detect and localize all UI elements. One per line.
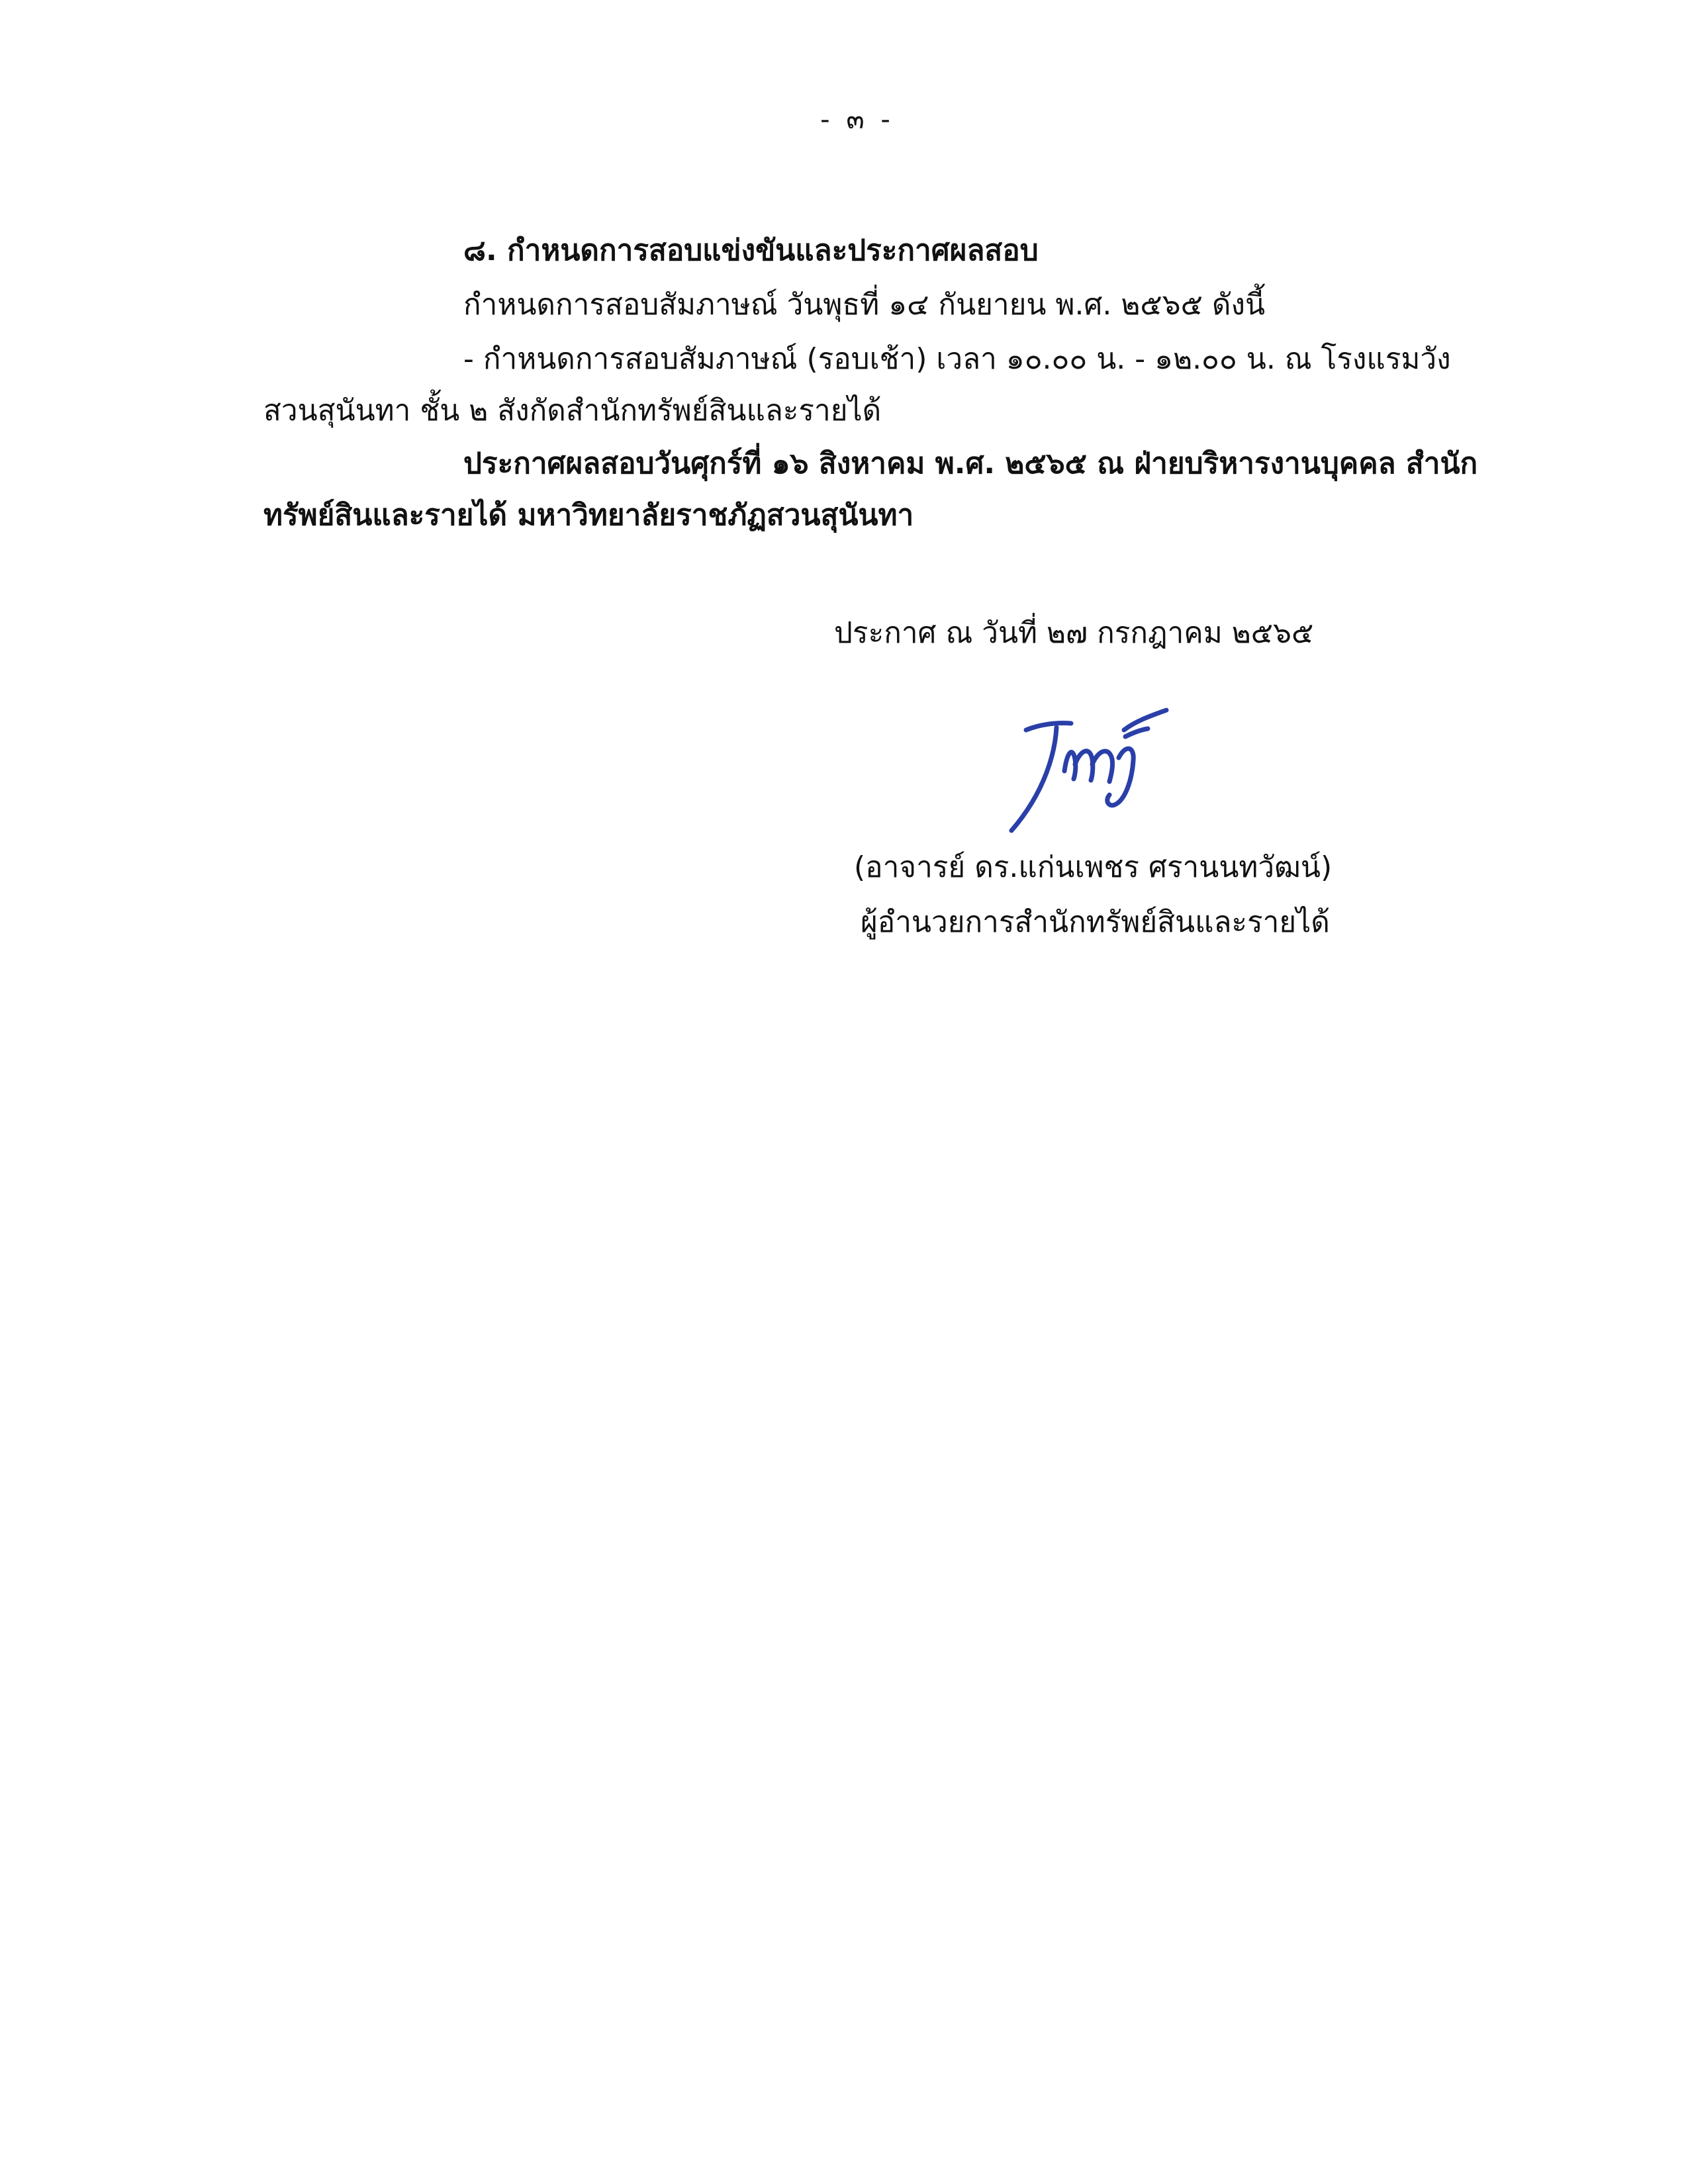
page-number: - ๓ - (820, 105, 894, 135)
announcement-date: ประกาศ ณ วันที่ ๒๗ กรกฎาคม ๒๕๖๕ (834, 616, 1314, 650)
section-heading: ๘. กำหนดการสอบแข่งขันและประกาศผลสอบ (463, 234, 1039, 267)
interview-date-paragraph: กำหนดการสอบสัมภาษณ์ วันพุธที่ ๑๔ กันยายน พ.ศ. ๒๕๖๕ ดังนี้ (463, 288, 1266, 322)
result-announcement-paragraph: ประกาศผลสอบวันศุกร์ที่ ๑๖ สิงหาคม พ.ศ. ๒๕๖๕ ณ ฝ่ายบริหารงานบุคคล สำนักทรัพย์สินและรายได้ มหาวิทยาลัยราชภัฏสวนสุนันทา (263, 447, 1478, 532)
signatory-position: ผู้อำนวยการสำนักทรัพย์สินและรายได้ (861, 905, 1330, 939)
signatory-name: (อาจารย์ ดร.แก่นเพชร ศรานนทวัฒน์) (854, 850, 1333, 884)
handwritten-signature (993, 698, 1185, 837)
interview-detail-paragraph: - กำหนดการสอบสัมภาษณ์ (รอบเช้า) เวลา ๑๐.๐๐ น. - ๑๒.๐๐ น. ณ โรงแรมวังสวนสุนันทา ชั้น ๒ สังกัดสำนักทรัพย์สินและรายได้ (263, 342, 1451, 428)
